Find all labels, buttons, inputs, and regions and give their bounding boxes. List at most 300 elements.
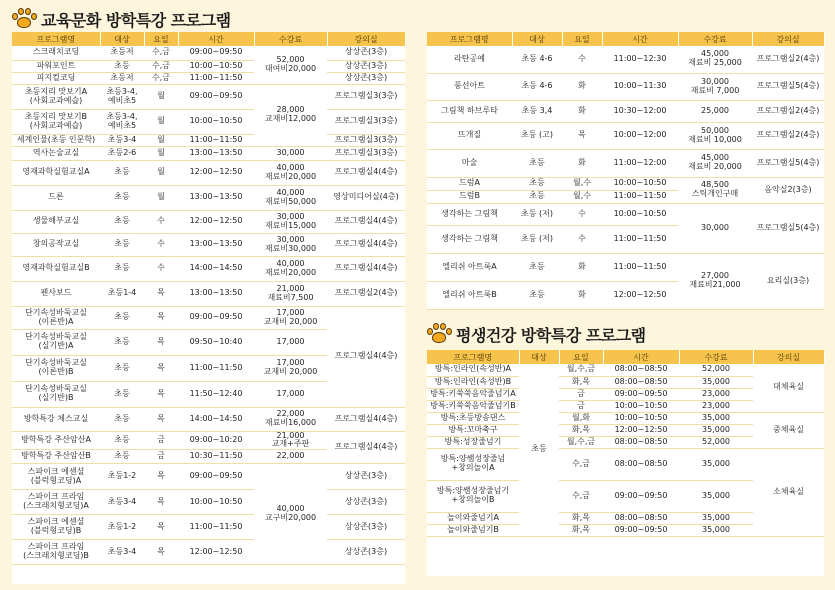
program-day: 화,목 xyxy=(559,424,603,436)
program-time: 11:00~11:50 xyxy=(178,134,254,146)
program-name: 드론 xyxy=(12,185,100,210)
program-fee: 23,000 xyxy=(679,388,753,400)
program-target: 초등 xyxy=(100,60,144,72)
program-time: 14:00~14:50 xyxy=(178,256,254,281)
program-time: 11:00~11:50 xyxy=(602,253,678,281)
header-name: 프로그램명 xyxy=(427,32,512,46)
program-fee: 21,000 재료비7,500 xyxy=(254,281,327,306)
program-name: 펜사보드 xyxy=(12,281,100,306)
program-room: 상상존(3층) xyxy=(327,72,405,84)
program-fee: 45,000 재료비 20,000 xyxy=(678,149,752,177)
program-room: 프로그램실3(3층) xyxy=(327,134,405,146)
table-row xyxy=(12,60,405,72)
program-day: 월 xyxy=(144,134,178,146)
table-row xyxy=(12,210,405,233)
table-row xyxy=(427,73,824,100)
program-time: 09:00~09:50 xyxy=(603,524,679,536)
program-room: 대체육실 xyxy=(753,364,824,412)
program-room: 프로그램실4(4층) xyxy=(327,306,405,407)
program-fee: 35,000 xyxy=(679,512,753,524)
program-fee: 40,000 재료비20,000 xyxy=(254,256,327,281)
program-fee: 21,000 교재+주판 xyxy=(254,431,327,450)
program-fee: 30,000 재료비30,000 xyxy=(254,233,327,256)
program-room: 프로그램실2(4층) xyxy=(752,100,824,122)
program-room: 상상존(3층) xyxy=(327,515,405,540)
program-target: 초등 xyxy=(100,233,144,256)
program-room: 상상존(3층) xyxy=(327,464,405,490)
program-name: 세계인물(초등 인문학) xyxy=(12,134,100,146)
header-target: 대상 xyxy=(512,32,562,46)
program-day: 화,목 xyxy=(559,376,603,388)
left-panel xyxy=(12,32,405,584)
program-day: 목 xyxy=(144,355,178,381)
program-target: 초등 (저) xyxy=(512,225,562,253)
program-time: 10:00~10:50 xyxy=(602,177,678,190)
right-top-panel xyxy=(427,32,824,310)
edu-section-title xyxy=(12,6,231,32)
program-name: 방특:양쌤성장줄넘기 +창의놀이B xyxy=(427,480,519,512)
program-target: 초등 xyxy=(519,364,559,536)
program-fee: 30,000 xyxy=(678,203,752,253)
health-section-title xyxy=(427,321,646,347)
program-room: 프로그램실4(4층) xyxy=(327,210,405,233)
program-target: 초등 xyxy=(100,210,144,233)
program-day: 수 xyxy=(562,225,602,253)
program-target: 초등3-4 xyxy=(100,540,144,565)
table-row xyxy=(12,72,405,84)
program-room: 프로그램실3(3층) xyxy=(327,84,405,109)
program-fee: 52,000 xyxy=(679,364,753,376)
program-room: 상상존(3층) xyxy=(327,46,405,60)
program-target: 초등저 xyxy=(100,46,144,60)
edu-title: 교육문화 방학특강 프로그램 xyxy=(41,10,231,30)
program-name: 엘리쉬 아트룩B xyxy=(427,281,512,309)
paw-icon xyxy=(12,8,36,30)
program-target: 초등 xyxy=(100,450,144,464)
program-room: 상상존(3층) xyxy=(327,490,405,515)
program-fee: 28,000 교재비12,000 xyxy=(254,84,327,146)
program-target: 초등 xyxy=(100,381,144,407)
program-fee: 35,000 xyxy=(679,424,753,436)
program-target: 초등 xyxy=(512,190,562,203)
program-time: 10:30~12:00 xyxy=(602,100,678,122)
program-day: 화 xyxy=(562,100,602,122)
table-row xyxy=(427,149,824,177)
program-day: 월 xyxy=(144,84,178,109)
header-day: 요일 xyxy=(559,350,603,364)
program-day: 수 xyxy=(144,233,178,256)
table-row xyxy=(427,412,824,424)
program-fee: 35,000 xyxy=(679,448,753,480)
edu-table-right xyxy=(427,32,825,310)
program-day: 금 xyxy=(144,431,178,450)
program-room: 요리실(3층) xyxy=(752,253,824,309)
program-name: 방특:초등방송댄스 xyxy=(427,412,519,424)
program-time: 10:00~10:50 xyxy=(178,60,254,72)
program-name: 창의공작교실 xyxy=(12,233,100,256)
program-time: 10:00~10:50 xyxy=(603,400,679,412)
program-target: 초등3-4 xyxy=(100,490,144,515)
program-name: 엘리쉬 아트룩A xyxy=(427,253,512,281)
program-time: 10:00~12:00 xyxy=(602,122,678,149)
program-name: 방특:성장줄넘기 xyxy=(427,436,519,448)
program-room: 프로그램실2(4층) xyxy=(752,46,824,73)
program-fee: 17,000 교재비 20,000 xyxy=(254,355,327,381)
program-time: 10:30~11:50 xyxy=(178,450,254,464)
program-fee: 35,000 xyxy=(679,376,753,388)
program-time: 11:00~11:50 xyxy=(602,225,678,253)
table-row xyxy=(427,253,824,281)
program-day: 월,수 xyxy=(562,190,602,203)
program-time: 09:50~10:40 xyxy=(178,329,254,355)
program-name: 영재과학실험교실A xyxy=(12,160,100,185)
program-day: 화 xyxy=(562,149,602,177)
program-time: 11:50~12:40 xyxy=(178,381,254,407)
program-day: 수,금 xyxy=(144,60,178,72)
header-time: 시간 xyxy=(603,350,679,364)
program-target: 초등 xyxy=(100,185,144,210)
program-name: 피지컬코딩 xyxy=(12,72,100,84)
program-day: 목 xyxy=(144,540,178,565)
program-time: 13:00~13:50 xyxy=(178,185,254,210)
right-bottom-panel xyxy=(427,350,824,576)
header-time: 시간 xyxy=(602,32,678,46)
program-name: 단기속성바둑교실 (이론반)B xyxy=(12,355,100,381)
program-day: 목 xyxy=(144,381,178,407)
program-day: 월 xyxy=(144,109,178,134)
table-row xyxy=(12,281,405,306)
table-row xyxy=(12,431,405,450)
program-day: 월 xyxy=(144,185,178,210)
program-room: 상상존(3층) xyxy=(327,540,405,565)
program-name: 풍선아트 xyxy=(427,73,512,100)
program-name: 방학특강 주산암산B xyxy=(12,450,100,464)
header-target: 대상 xyxy=(519,350,559,364)
paw-icon xyxy=(427,323,451,345)
program-day: 금 xyxy=(559,388,603,400)
program-target: 초등 xyxy=(100,306,144,329)
program-target: 초등3-4, 예비초5 xyxy=(100,84,144,109)
program-room: 상상존(3층) xyxy=(327,60,405,72)
program-target: 초등3-4 xyxy=(100,134,144,146)
program-day: 목 xyxy=(144,329,178,355)
program-name: 놀이와줄넘기B xyxy=(427,524,519,536)
program-day: 목 xyxy=(144,407,178,431)
program-name: 스파이크 에센셜 (블럭형코딩)A xyxy=(12,464,100,490)
program-day: 월,수 xyxy=(562,177,602,190)
header-fee: 수강료 xyxy=(678,32,752,46)
program-day: 월 xyxy=(144,146,178,160)
program-fee: 40,000 재료비50,000 xyxy=(254,185,327,210)
program-target: 초등 xyxy=(100,256,144,281)
program-name: 드럼A xyxy=(427,177,512,190)
program-room: 중체육실 xyxy=(753,412,824,448)
program-time: 09:00~09:50 xyxy=(178,306,254,329)
program-target: 초등 xyxy=(512,281,562,309)
program-fee: 25,000 xyxy=(678,100,752,122)
program-target: 초등3-4, 예비초5 xyxy=(100,109,144,134)
program-target: 초등 xyxy=(100,407,144,431)
program-time: 10:00~10:50 xyxy=(178,109,254,134)
program-time: 10:00~11:30 xyxy=(602,73,678,100)
program-name: 방특:키쑥쑥음악줄넘기A xyxy=(427,388,519,400)
table-row xyxy=(427,100,824,122)
program-fee: 52,000 대여비20,000 xyxy=(254,46,327,84)
program-room: 프로그램실4(4층) xyxy=(327,233,405,256)
program-day: 월,화 xyxy=(559,412,603,424)
program-name: 드럼B xyxy=(427,190,512,203)
program-day: 월,수,금 xyxy=(559,364,603,376)
program-time: 10:00~10:50 xyxy=(603,412,679,424)
program-name: 방학특강 체스교실 xyxy=(12,407,100,431)
table-row xyxy=(12,490,405,515)
program-day: 목 xyxy=(144,281,178,306)
program-time: 13:00~13:50 xyxy=(178,146,254,160)
program-name: 생물해부교실 xyxy=(12,210,100,233)
table-row xyxy=(12,256,405,281)
program-target: 초등 xyxy=(100,160,144,185)
program-name: 영재과학실험교실B xyxy=(12,256,100,281)
program-name: 생각하는 그림책 xyxy=(427,203,512,225)
program-time: 09:00~09:50 xyxy=(178,46,254,60)
program-day: 월 xyxy=(144,160,178,185)
table-row xyxy=(12,515,405,540)
table-row xyxy=(12,134,405,146)
header-name: 프로그램명 xyxy=(12,32,100,46)
program-day: 수 xyxy=(562,203,602,225)
program-fee: 35,000 xyxy=(679,480,753,512)
program-time: 13:00~13:50 xyxy=(178,281,254,306)
program-target: 초등 (저) xyxy=(512,203,562,225)
program-room: 프로그램실5(4층) xyxy=(752,73,824,100)
program-room: 프로그램실4(4층) xyxy=(327,256,405,281)
program-day: 목 xyxy=(144,490,178,515)
program-fee: 17,000 xyxy=(254,381,327,407)
program-target: 초등2-6 xyxy=(100,146,144,160)
program-room: 음악실2(3층) xyxy=(752,177,824,203)
program-name: 파워포인트 xyxy=(12,60,100,72)
program-name: 그림책 하브루타 xyxy=(427,100,512,122)
program-name: 방특:양쌤성장줄넘 +창의놀이A xyxy=(427,448,519,480)
program-name: 라탄공예 xyxy=(427,46,512,73)
program-day: 목 xyxy=(562,122,602,149)
table-row xyxy=(12,464,405,490)
health-table xyxy=(427,350,825,537)
program-time: 08:00~08:50 xyxy=(603,376,679,388)
header-day: 요일 xyxy=(144,32,178,46)
program-fee: 35,000 xyxy=(679,412,753,424)
table-row xyxy=(12,46,405,60)
header-name: 프로그램명 xyxy=(427,350,519,364)
program-target: 초등1-2 xyxy=(100,464,144,490)
program-time: 11:00~11:50 xyxy=(178,72,254,84)
program-fee: 48,500 스틱개인구매 xyxy=(678,177,752,203)
header-day: 요일 xyxy=(562,32,602,46)
program-target: 초등 xyxy=(100,431,144,450)
program-name: 방특:꼬마축구 xyxy=(427,424,519,436)
program-room: 프로그램실4(4층) xyxy=(327,431,405,464)
program-name: 초등지리 맛보기B (사회교과예습) xyxy=(12,109,100,134)
program-day: 화 xyxy=(562,73,602,100)
program-fee: 45,000 재료비 25,000 xyxy=(678,46,752,73)
program-name: 마술 xyxy=(427,149,512,177)
program-day: 화,목 xyxy=(559,524,603,536)
program-room: 영상미디어실(4층) xyxy=(327,185,405,210)
program-time: 08:00~08:50 xyxy=(603,512,679,524)
program-room: 프로그램실4(4층) xyxy=(327,407,405,431)
program-day: 수,금 xyxy=(559,480,603,512)
program-name: 방학특강 주산암산A xyxy=(12,431,100,450)
program-room: 프로그램실3(3층) xyxy=(327,109,405,134)
table-row xyxy=(12,306,405,329)
table-row xyxy=(427,46,824,73)
edu-table-left xyxy=(12,32,406,565)
table-row xyxy=(12,233,405,256)
table-header-row xyxy=(427,32,824,46)
program-name: 단기속성바둑교실 (이론반)A xyxy=(12,306,100,329)
program-time: 12:00~12:50 xyxy=(603,424,679,436)
program-target: 초등 xyxy=(512,253,562,281)
program-day: 수 xyxy=(144,210,178,233)
program-name: 스파이크 프라임 (스크래치형코딩)A xyxy=(12,490,100,515)
program-time: 09:00~09:50 xyxy=(603,480,679,512)
program-time: 08:00~08:50 xyxy=(603,436,679,448)
program-target: 초등저 xyxy=(100,72,144,84)
program-target: 초등1-4 xyxy=(100,281,144,306)
header-room: 강의실 xyxy=(327,32,405,46)
health-title: 평생건강 방학특강 프로그램 xyxy=(456,325,646,345)
program-time: 11:00~11:50 xyxy=(602,190,678,203)
program-day: 금 xyxy=(559,400,603,412)
program-day: 수,금 xyxy=(144,46,178,60)
program-time: 08:00~08:50 xyxy=(603,448,679,480)
program-fee: 17,000 교재비 20,000 xyxy=(254,306,327,329)
table-row xyxy=(12,160,405,185)
program-fee: 30,000 xyxy=(254,146,327,160)
program-fee: 40,000 교구비20,000 xyxy=(254,464,327,565)
program-time: 12:00~12:50 xyxy=(602,281,678,309)
header-room: 강의실 xyxy=(753,350,824,364)
program-name: 단기속성바둑교실 (실기반)B xyxy=(12,381,100,407)
program-day: 화,목 xyxy=(559,512,603,524)
program-target: 초등 xyxy=(100,355,144,381)
table-row xyxy=(12,109,405,134)
program-fee: 22,000 xyxy=(254,450,327,464)
program-time: 11:00~12:30 xyxy=(602,46,678,73)
table-row xyxy=(427,177,824,190)
program-name: 생각하는 그림책 xyxy=(427,225,512,253)
program-day: 금 xyxy=(144,450,178,464)
program-fee: 27,000 재료비21,000 xyxy=(678,253,752,309)
program-day: 수,금 xyxy=(144,72,178,84)
program-time: 09:00~09:50 xyxy=(178,464,254,490)
table-row xyxy=(12,146,405,160)
program-fee: 52,000 xyxy=(679,436,753,448)
program-time: 12:00~12:50 xyxy=(178,540,254,565)
program-room: 프로그램실5(4층) xyxy=(752,203,824,253)
program-target: 초등 3,4 xyxy=(512,100,562,122)
program-room: 프로그램실5(4층) xyxy=(752,149,824,177)
program-target: 초등 4-6 xyxy=(512,46,562,73)
program-target: 초등 (고) xyxy=(512,122,562,149)
program-time: 09:00~09:50 xyxy=(603,388,679,400)
program-time: 10:00~10:50 xyxy=(178,490,254,515)
program-time: 10:00~10:50 xyxy=(602,203,678,225)
program-fee: 50,000 재료비 10,000 xyxy=(678,122,752,149)
table-row xyxy=(427,122,824,149)
table-header-row xyxy=(12,32,405,46)
program-name: 방특:인라인(속성반)A xyxy=(427,364,519,376)
program-target: 초등1-2 xyxy=(100,515,144,540)
program-target: 초등 xyxy=(100,329,144,355)
program-name: 초등지리 맛보기A (사회교과예습) xyxy=(12,84,100,109)
program-room: 프로그램실2(4층) xyxy=(327,281,405,306)
program-day: 수,금 xyxy=(559,448,603,480)
header-room: 강의실 xyxy=(752,32,824,46)
program-target: 초등 xyxy=(512,177,562,190)
program-day: 목 xyxy=(144,306,178,329)
program-day: 목 xyxy=(144,515,178,540)
table-row xyxy=(427,448,824,480)
program-room: 프로그램실4(4층) xyxy=(327,160,405,185)
table-row xyxy=(12,540,405,565)
program-time: 08:00~08:50 xyxy=(603,364,679,376)
program-name: 뜨개질 xyxy=(427,122,512,149)
program-time: 12:00~12:50 xyxy=(178,210,254,233)
program-fee: 23,000 xyxy=(679,400,753,412)
program-time: 11:00~11:50 xyxy=(178,355,254,381)
table-row xyxy=(12,84,405,109)
table-row xyxy=(12,407,405,431)
header-time: 시간 xyxy=(178,32,254,46)
program-name: 역사논술교실 xyxy=(12,146,100,160)
program-fee: 22,000 재료비16,000 xyxy=(254,407,327,431)
program-target: 초등 4-6 xyxy=(512,73,562,100)
program-day: 수 xyxy=(562,46,602,73)
program-name: 방특:인라인(속성반)B xyxy=(427,376,519,388)
program-time: 12:00~12:50 xyxy=(178,160,254,185)
program-fee: 35,000 xyxy=(679,524,753,536)
program-name: 스파이크 프라임 (스크래치형코딩)B xyxy=(12,540,100,565)
program-name: 방특:키쑥쑥음악줄넘기B xyxy=(427,400,519,412)
table-row xyxy=(427,203,824,225)
table-row xyxy=(12,185,405,210)
table-header-row xyxy=(427,350,824,364)
program-time: 11:00~12:00 xyxy=(602,149,678,177)
header-fee: 수강료 xyxy=(679,350,753,364)
program-room: 프로그램실2(4층) xyxy=(752,122,824,149)
program-fee: 17,000 xyxy=(254,329,327,355)
program-time: 09:00~09:50 xyxy=(178,84,254,109)
program-name: 스크래치코딩 xyxy=(12,46,100,60)
program-room: 소체육실 xyxy=(753,448,824,536)
table-row xyxy=(427,364,824,376)
header-fee: 수강료 xyxy=(254,32,327,46)
program-day: 월,수,금 xyxy=(559,436,603,448)
program-fee: 40,000 재료비20,000 xyxy=(254,160,327,185)
program-day: 화 xyxy=(562,253,602,281)
program-room: 프로그램실3(3층) xyxy=(327,146,405,160)
program-day: 수 xyxy=(144,256,178,281)
program-name: 단기속성바둑교실 (실기반)A xyxy=(12,329,100,355)
program-time: 13:00~13:50 xyxy=(178,233,254,256)
program-time: 14:00~14:50 xyxy=(178,407,254,431)
program-day: 화 xyxy=(562,281,602,309)
program-name: 스파이크 에센셜 (블럭형코딩)B xyxy=(12,515,100,540)
program-fee: 30,000 재료비15,000 xyxy=(254,210,327,233)
program-day: 목 xyxy=(144,464,178,490)
program-fee: 30,000 재료비 7,000 xyxy=(678,73,752,100)
